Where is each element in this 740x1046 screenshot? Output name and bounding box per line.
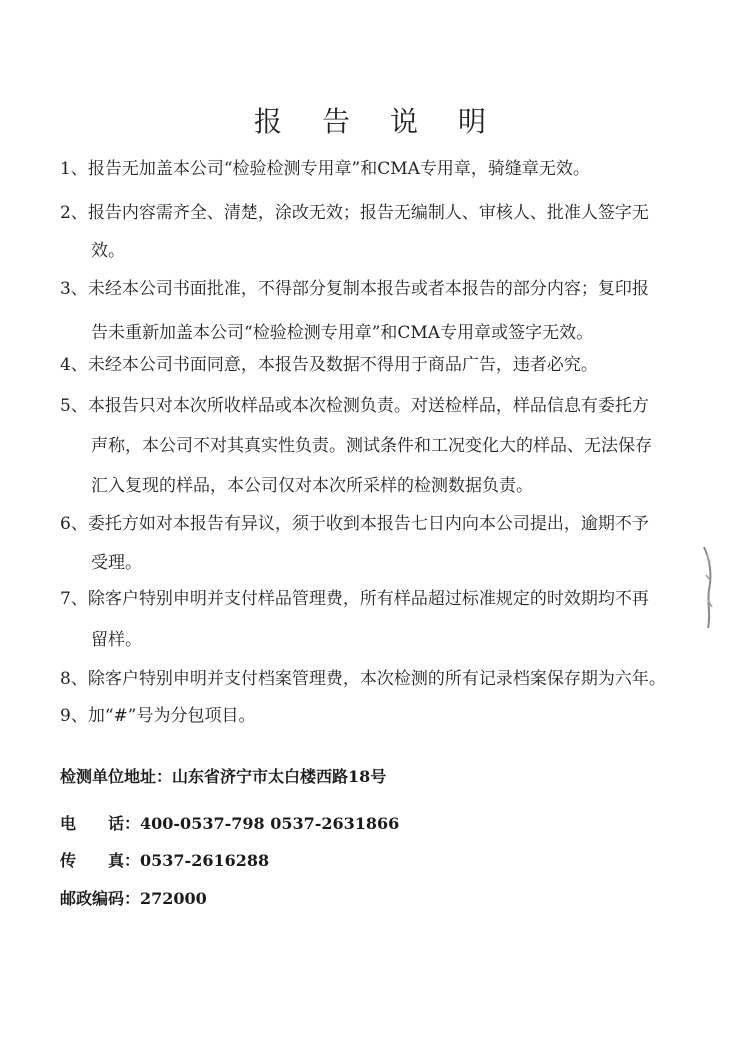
list-item bbox=[60, 660, 690, 698]
item-text: 未经本公司书面同意，本报告及数据不得用于商品广告，违者必究。 bbox=[87, 355, 598, 375]
item-number: 2、 bbox=[60, 203, 88, 223]
item-number: 8、 bbox=[60, 669, 88, 689]
item-text-continued: 受理。 bbox=[91, 553, 142, 573]
item-number: 4、 bbox=[60, 355, 88, 375]
list-item bbox=[60, 270, 690, 308]
item-number: 7、 bbox=[60, 589, 88, 609]
item-text: 除客户特别申明并支付样品管理费，所有样品超过标准规定的时效期均不再 bbox=[87, 589, 649, 609]
item-number: 1、 bbox=[60, 159, 88, 179]
item-number: 3、 bbox=[60, 279, 88, 299]
postcode-line bbox=[60, 886, 207, 909]
postcode-label: 邮政编码： bbox=[60, 889, 141, 908]
list-item bbox=[60, 505, 690, 543]
item-text: 除客户特别申明并支付档案管理费，本次检测的所有记录档案保存期为六年。 bbox=[87, 669, 666, 689]
item-text: 未经本公司书面批准，不得部分复制本报告或者本报告的部分内容；复印报 bbox=[87, 279, 649, 299]
list-item bbox=[60, 194, 690, 232]
list-item bbox=[60, 580, 690, 618]
address-label: 检测单位地址： bbox=[60, 767, 173, 786]
postcode-value: 272000 bbox=[140, 889, 207, 908]
item-number: 6、 bbox=[60, 514, 88, 534]
phone-label: 电 话： bbox=[60, 814, 141, 833]
fax-line bbox=[60, 848, 269, 871]
item-text-continued: 告未重新加盖本公司“检验检测专用章”和CMA专用章或签字无效。 bbox=[91, 323, 594, 343]
item-text-continued: 声称，本公司不对其真实性负责。测试条件和工况变化大的样品、无法保存 bbox=[91, 436, 652, 456]
item-text-continued: 汇入复现的样品，本公司仅对本次所采样的检测数据负责。 bbox=[91, 476, 533, 496]
item-number: 9、 bbox=[60, 706, 88, 726]
fax-value: 0537-2616288 bbox=[140, 851, 270, 870]
list-item bbox=[60, 150, 690, 188]
item-text: 报告内容需齐全、清楚，涂改无效；报告无编制人、审核人、批准人签字无 bbox=[87, 203, 649, 223]
item-text: 委托方如对本报告有异议，须于收到本报告七日内向本公司提出，逾期不予 bbox=[87, 514, 649, 534]
list-item bbox=[60, 697, 690, 735]
phone-value: 400-0537-798 0537-2631866 bbox=[140, 814, 400, 833]
address-value: 山东省济宁市太白楼西路18号 bbox=[172, 767, 387, 786]
address-line bbox=[60, 764, 386, 787]
item-text-continued: 留样。 bbox=[91, 630, 142, 650]
item-text: 本报告只对本次所收样品或本次检测负责。对送检样品，样品信息有委托方 bbox=[87, 396, 649, 416]
fax-label: 传 真： bbox=[60, 851, 141, 870]
item-text: 加“#”号为分包项目。 bbox=[87, 706, 256, 726]
page-title: 报告说明 bbox=[253, 105, 526, 138]
phone-line bbox=[60, 811, 399, 834]
list-item bbox=[60, 387, 690, 425]
item-number: 5、 bbox=[60, 396, 88, 416]
list-item bbox=[60, 346, 690, 384]
seam-stamp-mark bbox=[700, 545, 716, 630]
item-text-continued: 效。 bbox=[91, 241, 125, 261]
item-text: 报告无加盖本公司“检验检测专用章”和CMA专用章，骑缝章无效。 bbox=[87, 159, 590, 179]
